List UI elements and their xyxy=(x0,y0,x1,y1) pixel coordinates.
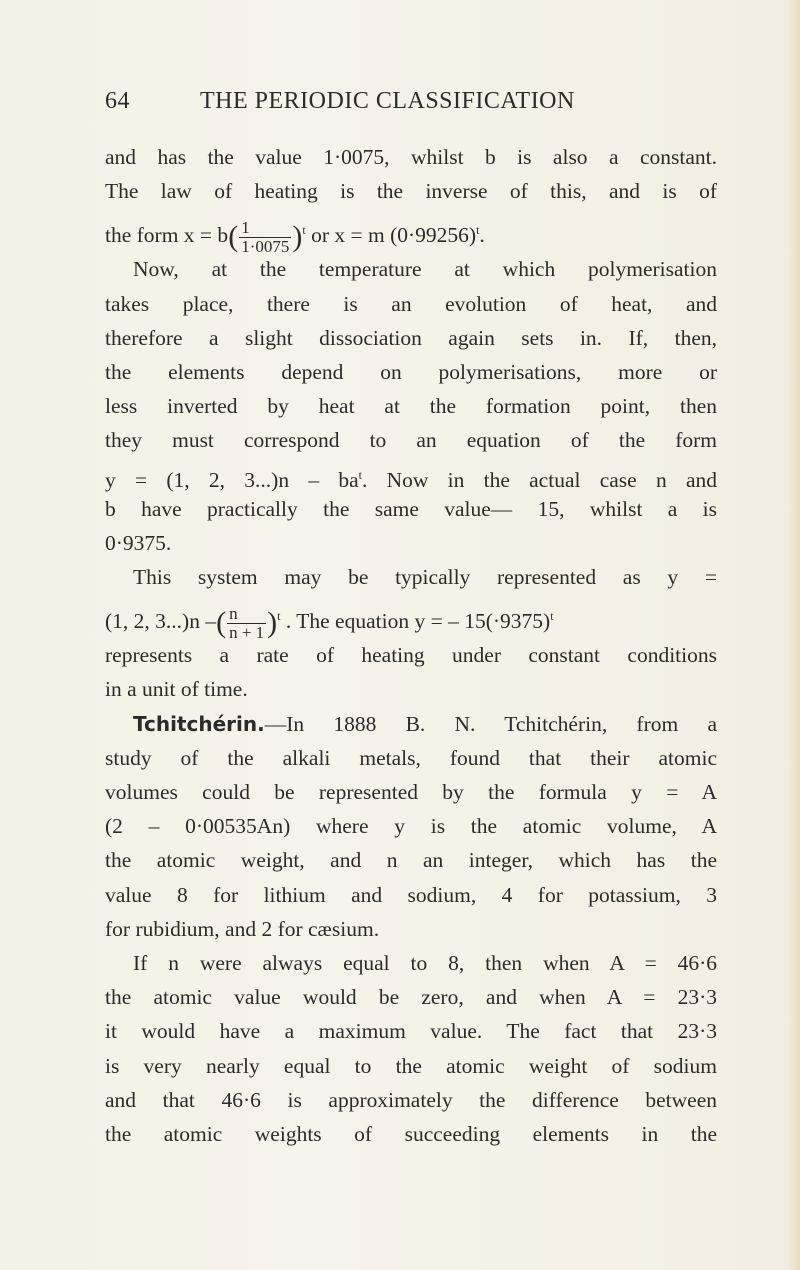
fraction-denominator: 1·0075 xyxy=(241,237,290,257)
page-number: 64 xyxy=(105,88,130,114)
text-line: value 8 for lithium and sodium, 4 for potassium, 3 xyxy=(105,882,717,907)
text-line: is very nearly equal to the atomic weight of sodium xyxy=(105,1053,717,1078)
running-header xyxy=(105,88,715,122)
body-text xyxy=(105,140,717,1151)
fraction-numerator: n xyxy=(227,605,266,624)
text-line: they must correspond to an equation of the form xyxy=(105,428,717,453)
fraction xyxy=(227,605,266,642)
text-line: and has the value 1·0075, whilst b is also a constant. xyxy=(105,145,717,169)
text-line: for rubidium, and 2 for cæsium. xyxy=(105,916,380,941)
exponent: t xyxy=(550,609,554,624)
exponent: t xyxy=(277,609,281,624)
text-line: and that 46·6 is approximately the difference between xyxy=(105,1087,717,1112)
formula-prefix: the form x = b xyxy=(105,223,229,248)
text-line: less inverted by heat at the formation point, then xyxy=(105,394,717,419)
running-title: THE PERIODIC CLASSIFICATION xyxy=(200,88,575,114)
formula-text-rest: . Now in the actual case n and xyxy=(361,467,717,492)
exponent: t xyxy=(476,223,480,238)
text-line: therefore a slight dissociation again sets in. If, then, xyxy=(105,325,717,350)
formula-suffix: or x = m (0·99256) xyxy=(311,223,477,248)
text-line: it would have a maximum value. The fact that 23·3 xyxy=(105,1019,717,1044)
text-line: If n were always equal to 8, then when A = 46·6 xyxy=(133,950,717,975)
section-heading: Tchitchérin. xyxy=(133,711,265,736)
text-line: Now, at the temperature at which polymerisation xyxy=(133,257,717,282)
text-line: b have practically the same value— 15, whilst a is xyxy=(105,496,717,521)
text-line: The law of heating is the inverse of this, and is of xyxy=(105,179,717,204)
formula-line: (1, 2, 3...)n –( $\frac{n}{n + 1}$ )$^t$ . The equation y = – $15(\cdot 9375)^t$ xyxy=(105,603,554,642)
formula-text: y = (1, 2, 3...)n – ba xyxy=(105,467,359,492)
formula-prefix: (1, 2, 3...)n – xyxy=(105,609,217,634)
text-line: This system may be typically represented as y = xyxy=(133,565,717,590)
formula-line: the form x = b( $\frac{1}{1\cdot 0075}$ )$^t$ or x = m $(0\cdot 99256)^t$. xyxy=(105,218,485,257)
text-line: the atomic weight, and n an integer, which has the xyxy=(105,848,717,873)
text-line: study of the alkali metals, found that their atomic xyxy=(105,745,717,770)
page-edge-shadow xyxy=(786,0,800,1270)
exponent: t xyxy=(358,467,362,482)
text-line: volumes could be represented by the formula y = A xyxy=(105,780,717,804)
text-line: takes place, there is an evolution of heat, and xyxy=(105,291,717,316)
text-line: represents a rate of heating under constant conditions xyxy=(105,643,717,668)
fraction-denominator: n + 1 xyxy=(229,622,265,642)
section-line xyxy=(105,707,717,741)
text-line-rest: —In 1888 B. N. Tchitchérin, from a xyxy=(264,711,717,736)
text-line: the atomic weights of succeeding elements in the xyxy=(105,1121,717,1146)
fraction-numerator: 1 xyxy=(239,219,291,238)
text-line: the atomic value would be zero, and when A = 23·3 xyxy=(105,985,717,1010)
fraction xyxy=(239,219,291,256)
text-line: (2 – 0·00535An) where y is the atomic volume, A xyxy=(105,814,717,839)
exponent: t xyxy=(302,223,306,238)
formula-suffix: . The equation y = – 15(·9375) xyxy=(285,609,551,634)
text-line: in a unit of time. xyxy=(105,677,248,702)
formula-line xyxy=(105,458,717,492)
text-line: 0·9375. xyxy=(105,530,172,555)
text-line: the elements depend on polymerisations, more or xyxy=(105,359,717,384)
